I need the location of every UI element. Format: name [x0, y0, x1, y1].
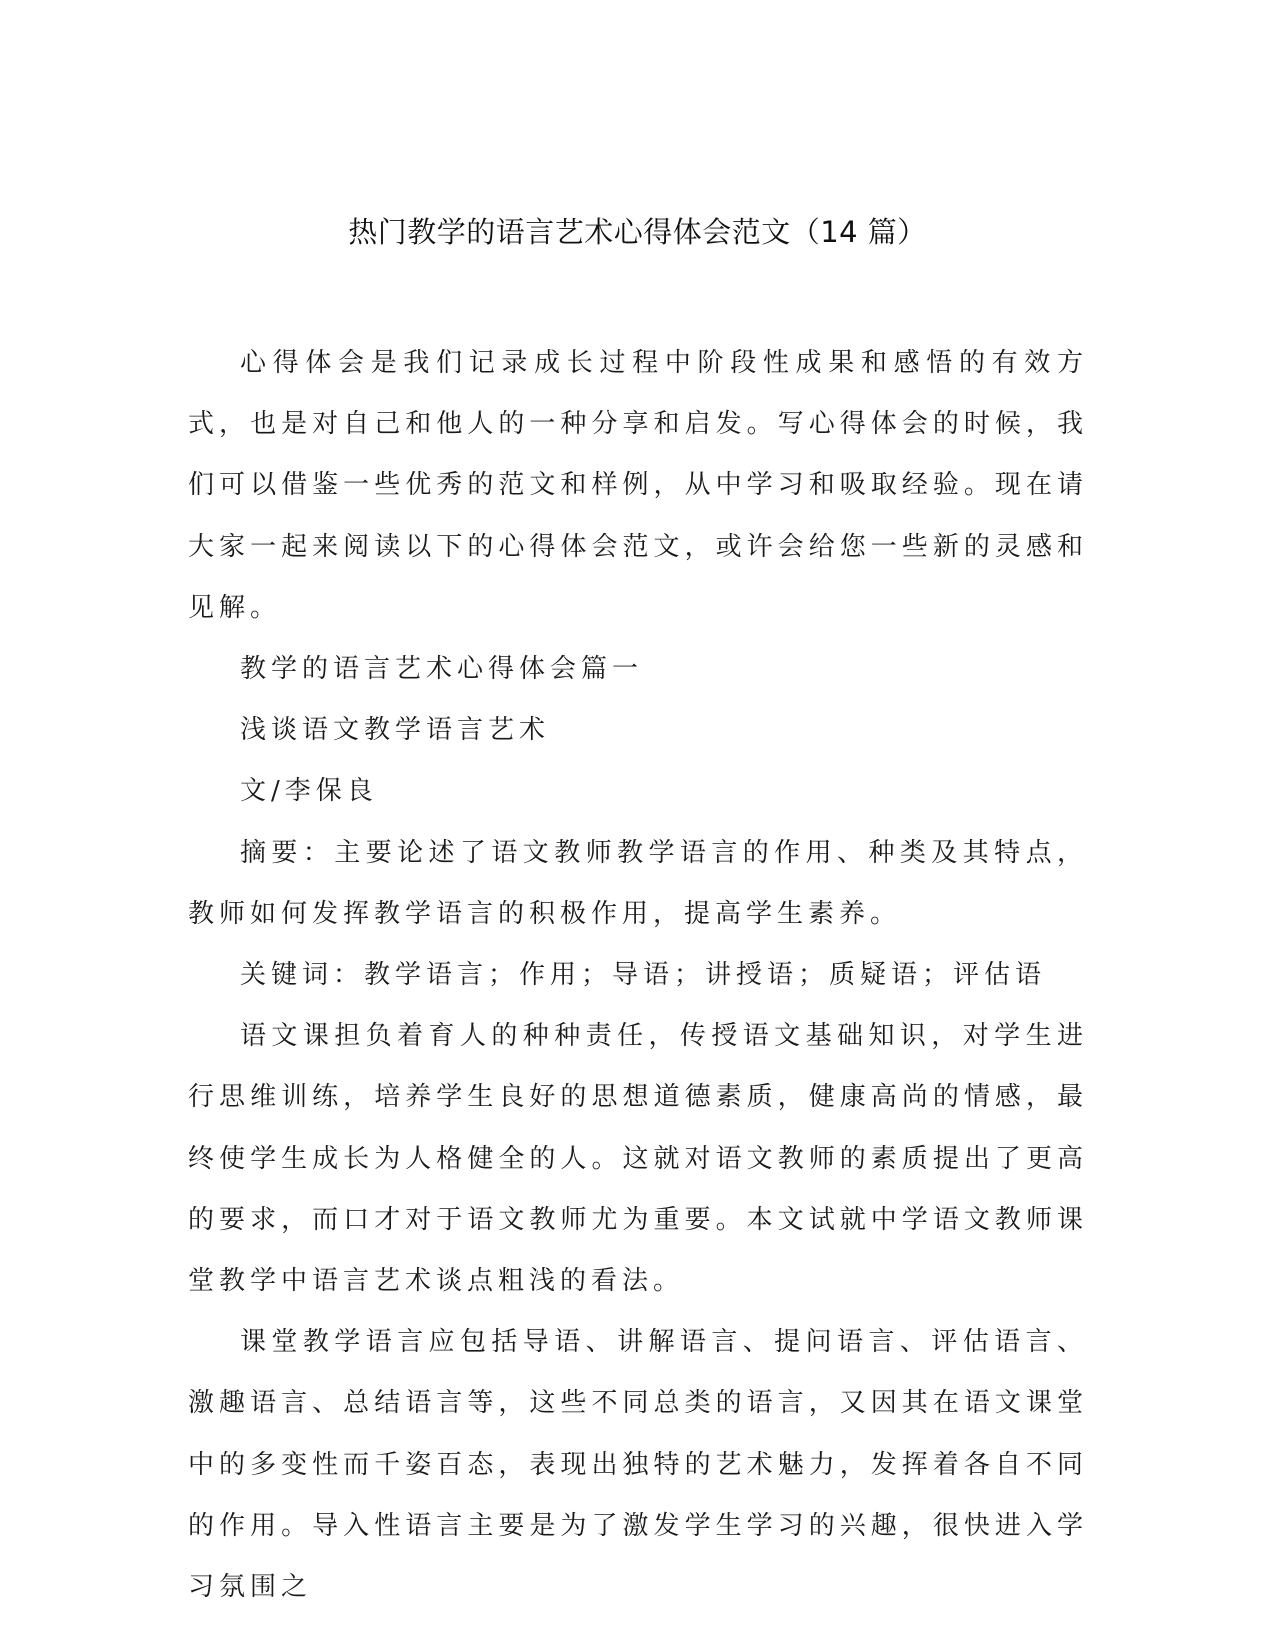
document-body — [188, 333, 1088, 1618]
intro-paragraph: 心得体会是我们记录成长过程中阶段性成果和感悟的有效方式，也是对自己和他人的一种分享和启发。写心得体会的时候，我们可以借鉴一些优秀的范文和样例，从中学习和吸取经验。现在请大家一起来阅读以下的心得体会范文，或许会给您一些新的灵感和见解。 — [188, 348, 1088, 623]
keywords-paragraph: 关键词：教学语言；作用；导语；讲授语；质疑语；评估语 — [240, 960, 1047, 991]
abstract-paragraph: 摘要：主要论述了语文教师教学语言的作用、种类及其特点，教师如何发挥教学语言的积极作用，提高学生素养。 — [188, 837, 1088, 929]
body-paragraph: 语文课担负着育人的种种责任，传授语文基础知识，对学生进行思维训练，培养学生良好的思想道德素质，健康高尚的情感，最终使学生成长为人格健全的人。这就对语文教师的素质提出了更高的要求，而口才对于语文教师尤为重要。本文试就中学语文教师课堂教学中语言艺术谈点粗浅的看法。 — [188, 1021, 1088, 1297]
article-title: 浅谈语文教学语言艺术 — [240, 715, 551, 746]
section-heading: 教学的语言艺术心得体会篇一 — [240, 654, 644, 685]
body-paragraph: 课堂教学语言应包括导语、讲解语言、提问语言、评估语言、激趣语言、总结语言等，这些不同总类的语言，又因其在语文课堂中的多变性而千姿百态，表现出独特的艺术魅力，发挥着各自不同的作用。导入性语言主要是为了激发学生学习的兴趣，很快进入学习氛围之 — [188, 1327, 1088, 1603]
article-author: 文/李保良 — [240, 776, 378, 807]
document-title: 热门教学的语言艺术心得体会范文（14 篇） — [348, 215, 927, 249]
